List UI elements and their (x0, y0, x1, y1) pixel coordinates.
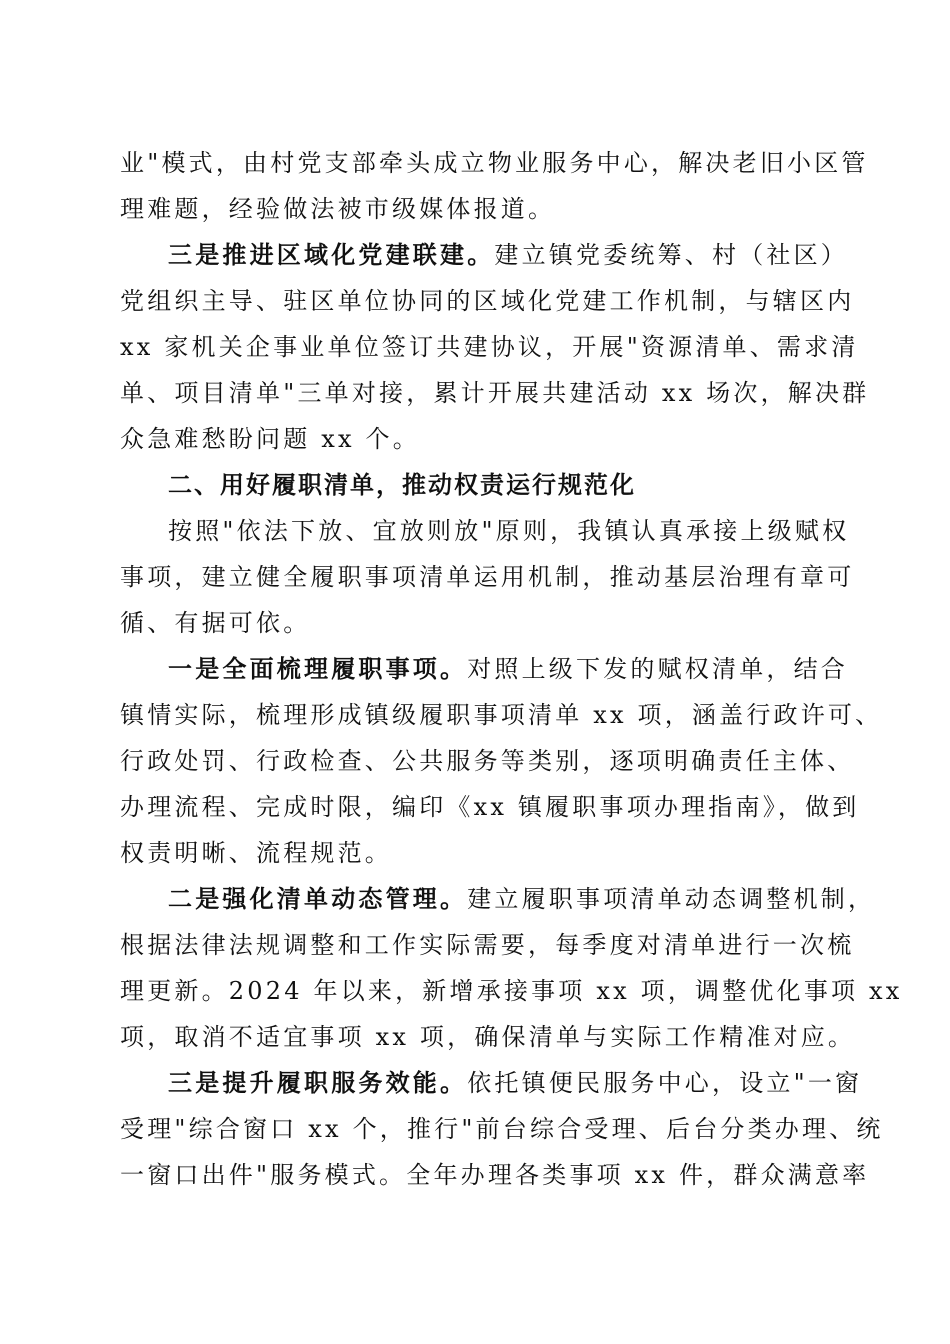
paragraph-line: 按照"依法下放、宜放则放"原则，我镇认真承接上级赋权 (168, 517, 850, 545)
paragraph-line: 三是提升履职服务效能。依托镇便民服务中心，设立"一窗 (168, 1068, 863, 1097)
lead-phrase: 二是强化清单动态管理。 (168, 884, 468, 913)
paragraph-line: 办理流程、完成时限，编印《xx 镇履职事项办理指南》，做到 (120, 793, 860, 821)
paragraph-line: 一窗口出件"服务模式。全年办理各类事项 xx 件，群众满意率 (120, 1161, 870, 1189)
paragraph-line: 权责明晰、流程规范。 (120, 839, 392, 867)
paragraph-line: 众急难愁盼问题 xx 个。 (120, 425, 420, 453)
section-heading: 二、用好履职清单，推动权责运行规范化 (168, 471, 636, 499)
paragraph-line: 根据法律法规调整和工作实际需要，每季度对清单进行一次梳 (120, 931, 855, 959)
paragraph-line: 行政处罚、行政检查、公共服务等类别，逐项明确责任主体、 (120, 747, 855, 775)
paragraph-line: 单、项目清单"三单对接，累计开展共建活动 xx 场次，解决群 (120, 379, 870, 407)
paragraph-line: 项，取消不适宜事项 xx 项，确保清单与实际工作精准对应。 (120, 1023, 856, 1051)
paragraph-line: 理更新。2024 年以来，新增承接事项 xx 项，调整优化事项 xx (120, 977, 903, 1005)
paragraph-line: 循、有据可依。 (120, 609, 311, 637)
paragraph-line: 二是强化清单动态管理。建立履职事项清单动态调整机制， (168, 884, 876, 913)
paragraph-line: 三是推进区域化党建联建。建立镇党委统筹、村（社区） (168, 240, 849, 269)
lead-phrase: 三是推进区域化党建联建。 (168, 240, 495, 269)
paragraph-line: xx 家机关企事业单位签订共建协议，开展"资源清单、需求清 (120, 333, 859, 361)
lead-phrase: 三是提升履职服务效能。 (168, 1068, 468, 1097)
lead-phrase: 一是全面梳理履职事项。 (168, 654, 468, 683)
paragraph-line: 事项，建立健全履职事项清单运用机制，推动基层治理有章可 (120, 563, 855, 591)
paragraph-line: 镇情实际，梳理形成镇级履职事项清单 xx 项，涵盖行政许可、 (120, 701, 883, 729)
paragraph-line: 党组织主导、驻区单位协同的区域化党建工作机制，与辖区内 (120, 287, 855, 315)
paragraph-line: 业"模式，由村党支部牵头成立物业服务中心，解决老旧小区管 (120, 149, 869, 177)
paragraph-line: 受理"综合窗口 xx 个，推行"前台综合受理、后台分类办理、统 (120, 1115, 884, 1143)
paragraph-line: 一是全面梳理履职事项。对照上级下发的赋权清单，结合 (168, 654, 849, 683)
paragraph-line: 理难题，经验做法被市级媒体报道。 (120, 195, 556, 223)
